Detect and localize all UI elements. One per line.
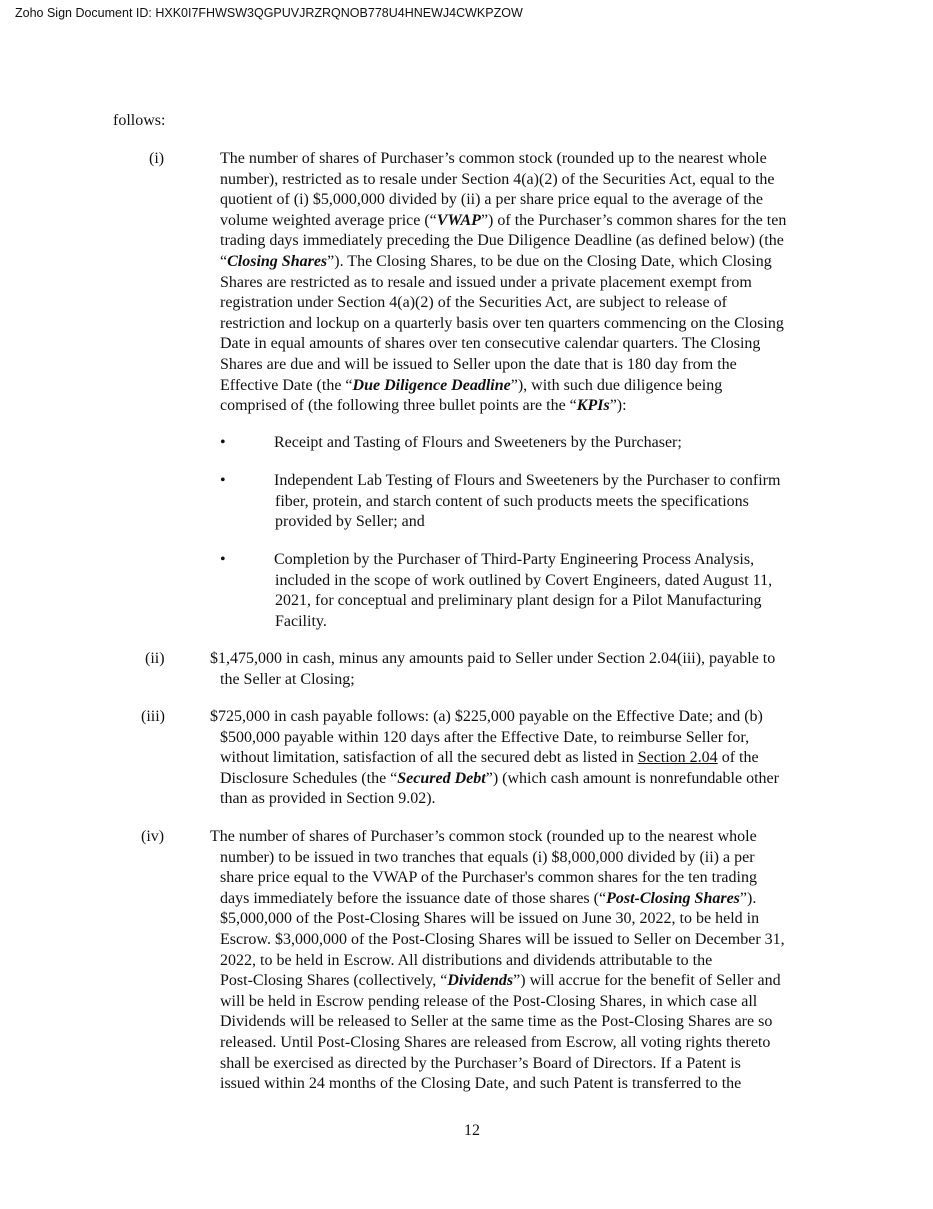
text-line: shall be exercised as directed by the Purchaser’s Board of Directors. If a Patent is [220,1054,741,1072]
text-line: $725,000 in cash payable follows: (a) $225,000 payable on the Effective Date; and (b) [210,708,763,725]
defined-term: Due Diligence Deadline [352,376,511,394]
bullet-item [274,550,819,632]
text-fragment: ”) will accrue for the benefit of Seller and [513,972,781,990]
text-fragment: ”) of the Purchaser’s common shares for the ten [480,211,787,229]
text-line: Facility. [275,612,327,630]
text-line: share price equal to the VWAP of the Purchaser's common shares for the ten trading [220,869,757,887]
intro-text: follows: [113,112,166,129]
text-fragment: ”): [609,397,627,415]
item-number-iv: (iv) [141,828,165,845]
item-paragraph-iii [210,707,820,810]
text-fragment: ”), with such due diligence being [510,376,723,394]
text-fragment: Post-Closing Shares (collectively, “ [220,972,448,990]
text-line: Escrow. $3,000,000 of the Post-Closing Shares will be issued to Seller on December 31, [220,930,785,948]
text-line: fiber, protein, and starch content of such products meets the specifications [275,492,749,510]
document-id-header: Zoho Sign Document ID: HXK0I7FHWSW3QGPUVJRZRQNOB778U4HNEWJ4CWKPZOW [15,6,523,20]
text-line: The number of shares of Purchaser’s common stock (rounded up to the nearest whole [220,150,767,167]
text-line: Completion by the Purchaser of Third-Party Engineering Process Analysis, [274,551,755,568]
text-line: the Seller at Closing; [220,670,355,688]
text-line: released. Until Post-Closing Shares are released from Escrow, all voting rights thereto [220,1033,771,1051]
text-line: number) to be issued in two tranches that equals (i) $8,000,000 divided by (ii) a per [220,848,755,866]
bullet-symbol: • [220,434,226,451]
text-fragment: Disclosure Schedules (the “ [220,769,398,787]
bullet-item [274,433,819,454]
text-line: number), restricted as to resale under Section 4(a)(2) of the Securities Act, equal to the [220,170,775,188]
text-line: $5,000,000 of the Post-Closing Shares will be issued on June 30, 2022, to be held in [220,910,760,928]
text-line: quotient of (i) $5,000,000 divided by (ii) a per share price equal to the average of the [220,191,763,209]
item-paragraph-iv [210,827,820,1095]
item-number-ii: (ii) [145,650,165,667]
item-number-iii: (iii) [141,708,165,725]
text-line: Dividends will be released to Seller at the same time as the Post-Closing Shares are so [220,1013,773,1031]
text-line: than as provided in Section 9.02). [220,790,436,808]
text-line: 2022, to be held in Escrow. All distributions and dividends attributable to the [220,951,713,969]
defined-term: Post-Closing Shares [606,889,740,907]
text-fragment: comprised of (the following three bullet points are the “ [220,397,577,415]
text-fragment: days immediately before the issuance date of those shares (“ [220,889,607,907]
bullet-symbol: • [220,472,226,489]
text-line: registration under Section 4(a)(2) of the Securities Act, are subject to release of [220,294,727,312]
text-line: The number of shares of Purchaser’s common stock (rounded up to the nearest whole [210,828,757,845]
defined-term: VWAP [436,211,481,229]
text-line: $1,475,000 in cash, minus any amounts paid to Seller under Section 2.04(iii), payable to [210,650,776,667]
text-fragment: Effective Date (the “ [220,376,353,394]
text-fragment: without limitation, satisfaction of all the secured debt as listed in [220,749,638,767]
text-line: provided by Seller; and [275,513,425,531]
bullet-symbol: • [220,551,226,568]
bullet-item [274,471,819,533]
text-fragment: of the [717,749,759,767]
text-line: Shares are due and will be issued to Seller upon the date that is 180 day from the [220,355,737,373]
text-line: restriction and lockup on a quarterly basis over ten quarters commencing on the Closing [220,314,784,332]
text-fragment: ”). [739,889,757,907]
item-paragraph-i [220,149,820,417]
text-fragment: volume weighted average price (“ [220,211,437,229]
text-line: Independent Lab Testing of Flours and Sweeteners by the Purchaser to confirm [274,472,781,489]
defined-term: KPIs [576,397,610,415]
text-line: Date in equal amounts of shares over ten consecutive calendar quarters. The Closing [220,335,761,353]
text-fragment: “ [220,252,228,270]
text-line: issued within 24 months of the Closing Date, and such Patent is transferred to the [220,1075,742,1093]
defined-term: Dividends [447,972,514,990]
text-line: will be held in Escrow pending release of the Post-Closing Shares, in which case all [220,992,758,1010]
item-number-i: (i) [149,150,165,167]
text-line: Receipt and Tasting of Flours and Sweeteners by the Purchaser; [274,434,682,451]
text-line: included in the scope of work outlined by Covert Engineers, dated August 11, [275,571,773,589]
item-paragraph-ii [210,649,820,690]
text-fragment: ”) (which cash amount is nonrefundable other [485,769,779,787]
text-line: Shares are restricted as to resale and issued under a private placement exempt from [220,273,752,291]
text-line: trading days immediately preceding the Due Diligence Deadline (as defined below) (the [220,232,784,250]
text-line: 2021, for conceptual and preliminary plant design for a Pilot Manufacturing [275,592,762,610]
page-number: 12 [464,1122,480,1139]
section-reference: Section 2.04 [637,749,718,767]
text-line: $500,000 payable within 120 days after the Effective Date, to reimburse Seller for, [220,728,750,746]
defined-term: Closing Shares [227,252,328,270]
defined-term: Secured Debt [397,769,486,787]
text-fragment: ”). The Closing Shares, to be due on the Closing Date, which Closing [327,252,772,270]
